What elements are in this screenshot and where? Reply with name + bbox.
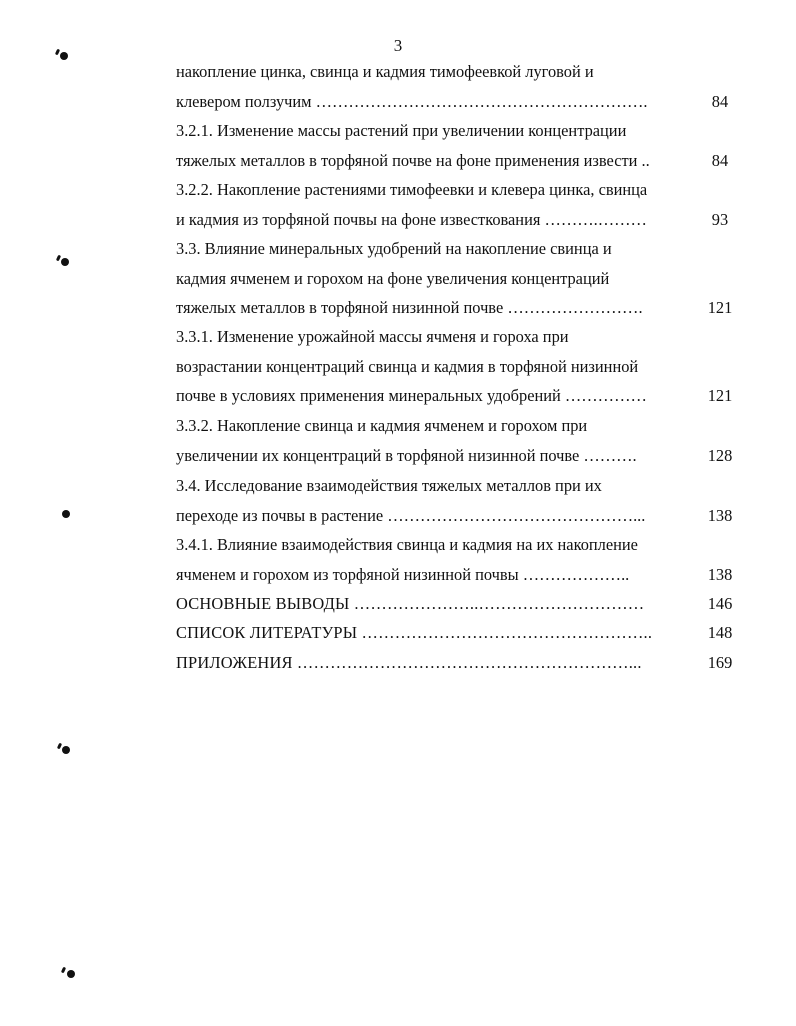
punch-hole-mark [61, 967, 66, 974]
punch-hole-mark [62, 746, 70, 754]
toc-line: 3.3. Влияние минеральных удобрений на накопление свинца и [176, 239, 612, 258]
toc-page-number: 148 [707, 623, 733, 642]
toc-line: 3.4.1. Влияние взаимодействия свинца и кадмия на их накопление [176, 535, 638, 554]
toc-page-number: 93 [711, 210, 729, 229]
toc-line: СПИСОК ЛИТЕРАТУРЫ …………………………………………….. [176, 623, 653, 642]
toc-line: 3.2.2. Накопление растениями тимофеевки и клевера цинка, свинца [176, 180, 648, 199]
toc-page-number: 138 [707, 565, 733, 584]
page-number: 3 [393, 36, 403, 55]
toc-line: тяжелых металлов в торфяной низинной почве ……………………. [176, 298, 643, 317]
toc-line: кадмия ячменем и горохом на фоне увеличения концентраций [176, 269, 610, 288]
toc-line: тяжелых металлов в торфяной почве на фоне применения извести .. [176, 151, 650, 170]
toc-page-number: 121 [707, 298, 733, 317]
toc-page-number: 128 [707, 446, 733, 465]
toc-page-number: 84 [711, 151, 729, 170]
toc-line: 3.4. Исследование взаимодействия тяжелых металлов при их [176, 476, 602, 495]
toc-line: ОСНОВНЫЕ ВЫВОДЫ …………………..………………………… [176, 594, 645, 613]
toc-line: почве в условиях применения минеральных удобрений …………… [176, 386, 647, 405]
punch-hole-mark [61, 258, 69, 266]
punch-hole-mark [60, 52, 68, 60]
toc-line: ячменем и горохом из торфяной низинной почвы ……………….. [176, 565, 630, 584]
toc-line: возрастании концентраций свинца и кадмия в торфяной низинной [176, 357, 639, 376]
toc-line: накопление цинка, свинца и кадмия тимофеевкой луговой и [176, 62, 594, 81]
toc-page-number: 121 [707, 386, 733, 405]
toc-line: 3.3.1. Изменение урожайной массы ячменя и гороха при [176, 327, 569, 346]
punch-hole-mark [62, 510, 70, 518]
toc-line: 3.3.2. Накопление свинца и кадмия ячменем и горохом при [176, 416, 588, 435]
toc-line: переходе из почвы в растение ………………………………………... [176, 506, 646, 525]
toc-page-number: 138 [707, 506, 733, 525]
toc-page-number: 146 [707, 594, 733, 613]
toc-line: клевером ползучим ……………………………………………………. [176, 92, 648, 111]
toc-line: увеличении их концентраций в торфяной низинной почве ………. [176, 446, 637, 465]
punch-hole-mark [67, 970, 75, 978]
toc-line: и кадмия из торфяной почвы на фоне известкования ……….……… [176, 210, 647, 229]
toc-page-number: 169 [707, 653, 733, 672]
toc-line: ПРИЛОЖЕНИЯ ……………………………………………………... [176, 653, 642, 672]
toc-line: 3.2.1. Изменение массы растений при увеличении концентрации [176, 121, 627, 140]
toc-page-number: 84 [711, 92, 729, 111]
